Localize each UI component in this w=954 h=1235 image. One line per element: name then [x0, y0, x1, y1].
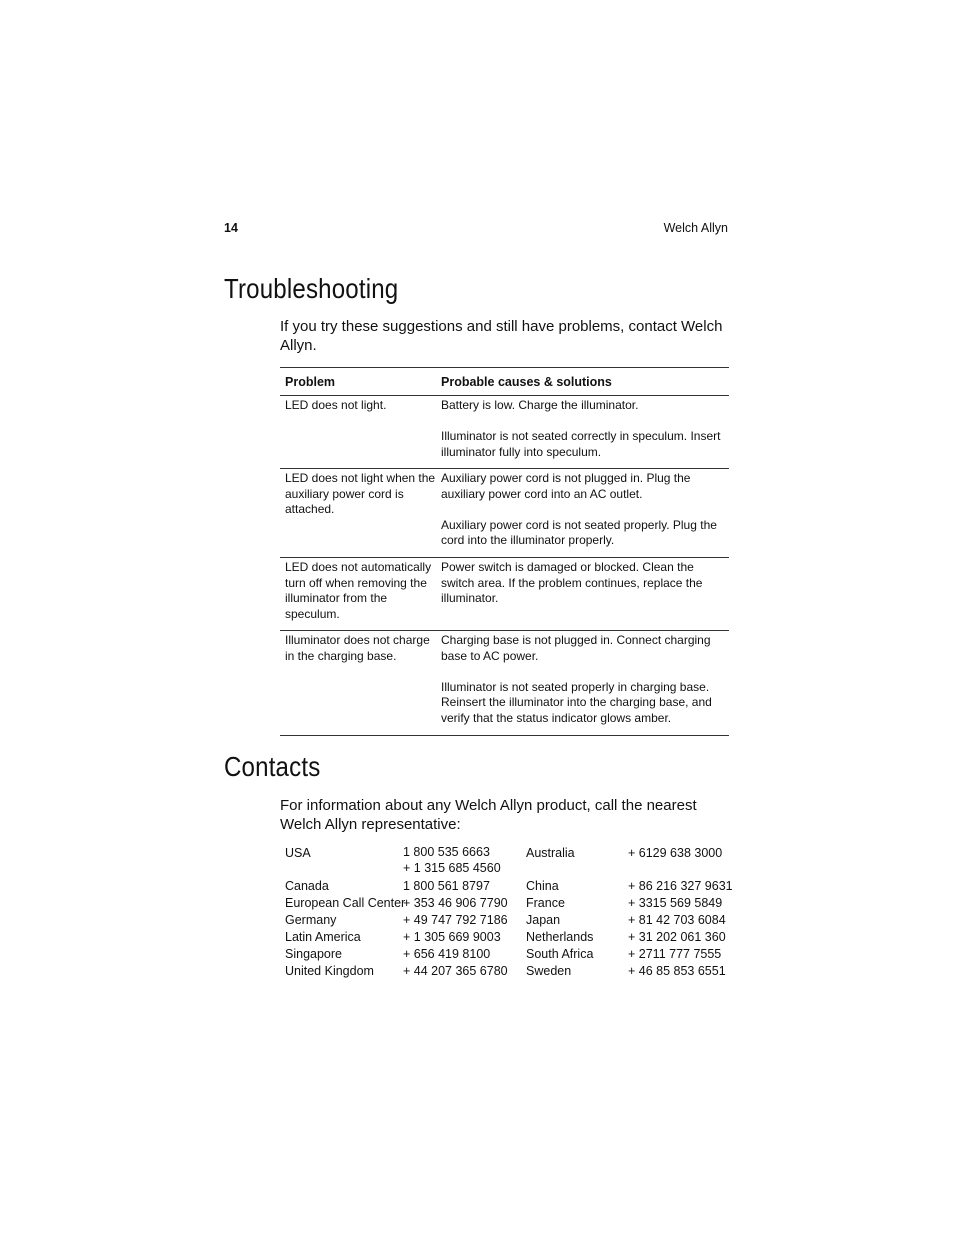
cause-text: Power switch is damaged or blocked. Clean the switch area. If the problem continues, replace the illuminator. [441, 560, 703, 606]
problem-cell: LED does not automatically turn off when removing the illuminator from the speculum. [285, 560, 432, 621]
contacts-heading: Contacts [224, 751, 321, 782]
region-name: Sweden [526, 964, 572, 978]
phone-number [403, 845, 526, 876]
header-causes: Probable causes & solutions [441, 374, 612, 389]
region-name: South Africa [526, 947, 594, 961]
region-name: Latin America [285, 930, 361, 944]
phone-number: + 1 305 669 9003 [403, 930, 501, 944]
problem-cell: LED does not light when the auxiliary power cord is attached. [285, 471, 436, 517]
phone-number: + 86 216 327 9631 [628, 879, 733, 893]
contacts-table [285, 845, 735, 980]
contact-row [285, 845, 735, 876]
troubleshooting-table [280, 367, 729, 736]
contact-row [285, 912, 735, 929]
phone-number: + 46 85 853 6551 [628, 964, 726, 978]
phone-number: + 49 747 792 7186 [403, 913, 508, 927]
region-name: Germany [285, 913, 337, 927]
table-row [280, 469, 729, 558]
cause-text: Battery is low. Charge the illuminator. [441, 398, 639, 412]
running-title: Welch Allyn [663, 221, 728, 235]
phone-line: 1 800 535 6663 [403, 845, 490, 859]
troubleshooting-heading: Troubleshooting [224, 273, 399, 304]
problem-cell: LED does not light. [285, 398, 387, 412]
header-problem: Problem [285, 374, 336, 389]
problem-cell: Illuminator does not charge in the charging base. [285, 633, 430, 663]
region-name: USA [285, 846, 311, 860]
table-header [280, 368, 729, 396]
phone-number: + 656 419 8100 [403, 947, 491, 961]
contact-row [285, 878, 735, 895]
region-name: Canada [285, 879, 329, 893]
phone-number: + 2711 777 7555 [628, 947, 722, 961]
region-name: United Kingdom [285, 964, 374, 978]
troubleshooting-intro: If you try these suggestions and still have problems, contact Welch Allyn. [280, 318, 723, 354]
phone-number: 1 800 561 8797 [403, 879, 490, 893]
phone-number: + 31 202 061 360 [628, 930, 726, 944]
cause-text: Illuminator is not seated correctly in speculum. Insert illuminator fully into speculum. [441, 429, 721, 459]
phone-number: + 81 42 703 6084 [628, 913, 726, 927]
cause-text: Auxiliary power cord is not plugged in. Plug the auxiliary power cord into an AC outlet. [441, 471, 691, 501]
table-row [280, 631, 729, 735]
region-name: Netherlands [526, 930, 594, 944]
contact-row [285, 963, 735, 980]
cause-text: Illuminator is not seated properly in charging base. Reinsert the illuminator into the charging base, and verify that the status indicator glows amber. [441, 679, 712, 725]
page-number: 14 [224, 221, 238, 235]
contact-row [285, 946, 735, 963]
phone-number: + 6129 638 3000 [628, 846, 723, 860]
cause-text: Charging base is not plugged in. Connect charging base to AC power. [441, 633, 711, 663]
table-row [280, 396, 729, 469]
contact-row [285, 895, 735, 912]
region-name: Australia [526, 846, 575, 860]
region-name: China [526, 879, 559, 893]
cause-text: Auxiliary power cord is not seated properly. Plug the cord into the illuminator properly. [441, 517, 717, 548]
phone-line: + 1 315 685 4560 [403, 860, 501, 875]
phone-number: + 3315 569 5849 [628, 896, 723, 910]
region-name: France [526, 896, 565, 910]
phone-number: + 353 46 906 7790 [403, 896, 508, 910]
table-row [280, 558, 729, 631]
region-name: European Call Center [285, 896, 406, 910]
region-name: Japan [526, 913, 561, 927]
region-name: Singapore [285, 947, 342, 961]
contacts-intro: For information about any Welch Allyn product, call the nearest Welch Allyn representative: [280, 797, 697, 833]
phone-number: + 44 207 365 6780 [403, 964, 508, 978]
contact-row [285, 929, 735, 946]
